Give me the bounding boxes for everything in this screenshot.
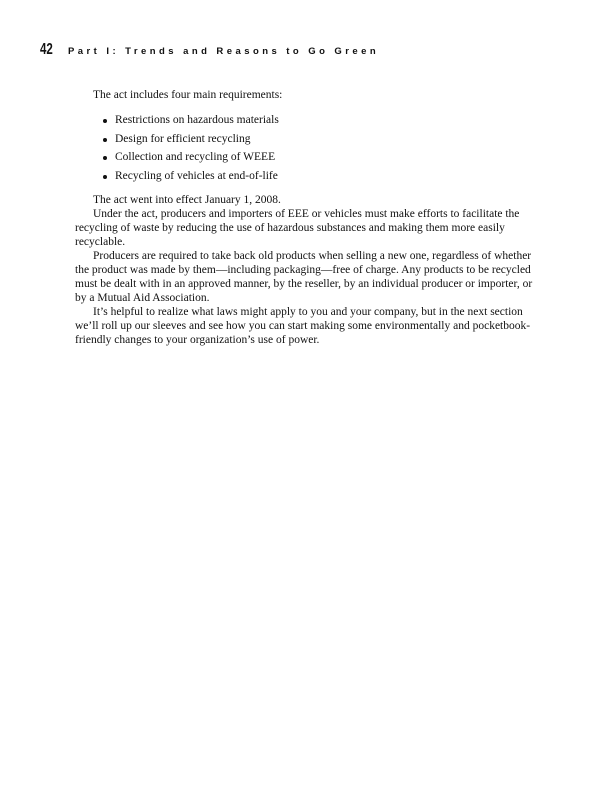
list-item-text: Design for efficient recycling — [115, 132, 251, 145]
bullet-icon — [103, 175, 107, 179]
bullet-icon — [103, 119, 107, 123]
list-item — [75, 111, 545, 130]
list-item — [75, 130, 545, 149]
section-title: Part I: Trends and Reasons to Go Green — [68, 46, 380, 57]
requirements-list — [75, 111, 545, 185]
bullet-icon — [103, 138, 107, 142]
list-item-text: Collection and recycling of WEEE — [115, 151, 276, 163]
list-item — [75, 167, 545, 186]
list-item — [75, 148, 545, 167]
running-head — [40, 41, 379, 59]
list-item-text: Restrictions on hazardous materials — [115, 114, 279, 126]
list-item-text: Recycling of vehicles at end-of-life — [115, 169, 278, 182]
body-paragraph: Producers are required to take back old products when selling a new one, regardless of whether the product was made by them—including packaging—free of charge. Any products to be recycled must be dealt with in an approved manner, by the reseller, by an individual producer or importer, or by a Mutual Aid Association. — [75, 250, 533, 304]
page-number: 42 — [40, 41, 53, 58]
bullet-icon — [103, 156, 107, 160]
body-paragraph: It’s helpful to realize what laws might apply to you and your company, but in the next section we’ll roll up our sleeves and see how you can start making some environmentally and pocketbook-friendly changes to your organization’s use of power. — [75, 306, 531, 346]
body-paragraph: Under the act, producers and importers of EEE or vehicles must make efforts to facilitate the recycling of waste by reducing the use of hazardous substances and making them more easily recyclable. — [75, 208, 520, 248]
body-paragraph: The act went into effect January 1, 2008. — [93, 194, 281, 206]
intro-paragraph: The act includes four main requirements: — [93, 89, 283, 101]
page-body — [75, 88, 545, 347]
